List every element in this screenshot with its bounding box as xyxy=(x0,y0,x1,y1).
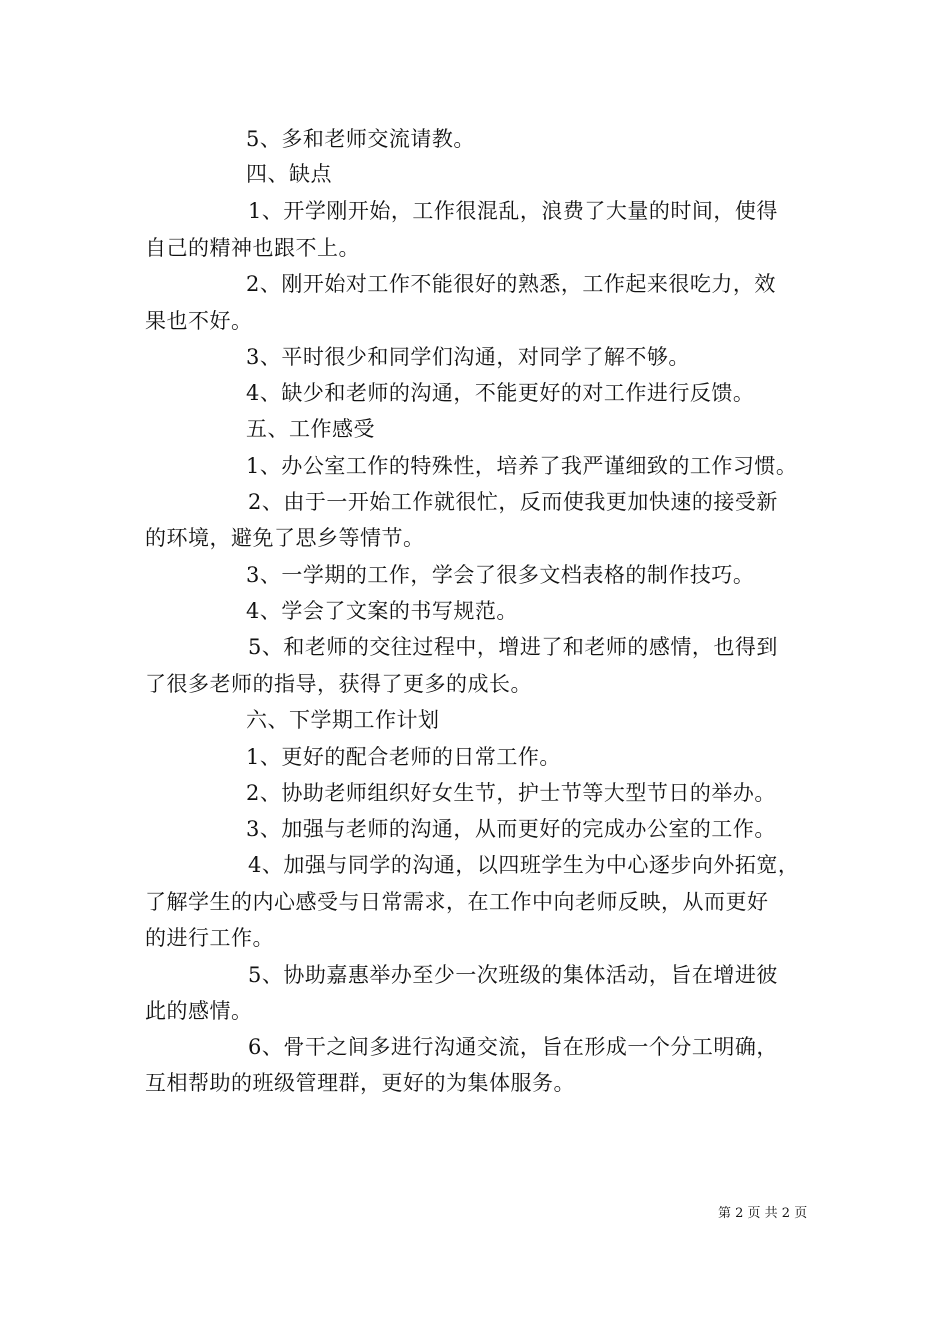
text-line: 2、协助老师组织好女生节，护士节等大型节日的举办。 xyxy=(246,781,776,805)
text-line: 4、学会了文案的书写规范。 xyxy=(246,599,518,623)
text-line: 1、更好的配合老师的日常工作。 xyxy=(246,745,561,769)
section-heading: 四、缺点 xyxy=(246,162,332,186)
text-line: 互相帮助的班级管理群，更好的为集体服务。 xyxy=(145,1071,575,1095)
text-line: 3、一学期的工作，学会了很多文档表格的制作技巧。 xyxy=(246,563,755,587)
text-line: 5、和老师的交往过程中，增进了和老师的感情，也得到 xyxy=(248,635,778,659)
text-line: 6、骨干之间多进行沟通交流，旨在形成一个分工明确， xyxy=(248,1035,778,1059)
text-line: 2、由于一开始工作就很忙，反而使我更加快速的接受新 xyxy=(248,490,778,514)
text-line: 5、协助嘉惠举办至少一次班级的集体活动，旨在增进彼 xyxy=(248,963,778,987)
text-line: 2、刚开始对工作不能很好的熟悉，工作起来很吃力，效 xyxy=(246,272,776,296)
text-line: 5、多和老师交流请教。 xyxy=(246,127,475,151)
text-line: 果也不好。 xyxy=(145,309,253,333)
text-line: 的进行工作。 xyxy=(145,926,274,950)
text-line: 3、平时很少和同学们沟通，对同学了解不够。 xyxy=(246,345,690,369)
section-heading: 六、下学期工作计划 xyxy=(246,708,440,732)
text-line: 此的感情。 xyxy=(145,999,253,1023)
text-line: 3、加强与老师的沟通，从而更好的完成办公室的工作。 xyxy=(246,817,776,841)
page-number: 第 2 页 共 2 页 xyxy=(718,1206,808,1221)
text-line: 了很多老师的指导，获得了更多的成长。 xyxy=(145,672,532,696)
text-line: 4、缺少和老师的沟通，不能更好的对工作进行反馈。 xyxy=(246,381,755,405)
text-line: 1、开学刚开始，工作很混乱，浪费了大量的时间，使得 xyxy=(248,199,778,223)
section-heading: 五、工作感受 xyxy=(246,417,375,441)
text-line: 自己的精神也跟不上。 xyxy=(145,236,360,260)
text-line: 1、办公室工作的特殊性，培养了我严谨细致的工作习惯。 xyxy=(246,454,798,478)
text-line: 的环境，避免了思乡等情节。 xyxy=(145,526,425,550)
text-line: 4、加强与同学的沟通，以四班学生为中心逐步向外拓宽， xyxy=(248,853,800,877)
text-line: 了解学生的内心感受与日常需求，在工作中向老师反映，从而更好 xyxy=(145,890,769,914)
